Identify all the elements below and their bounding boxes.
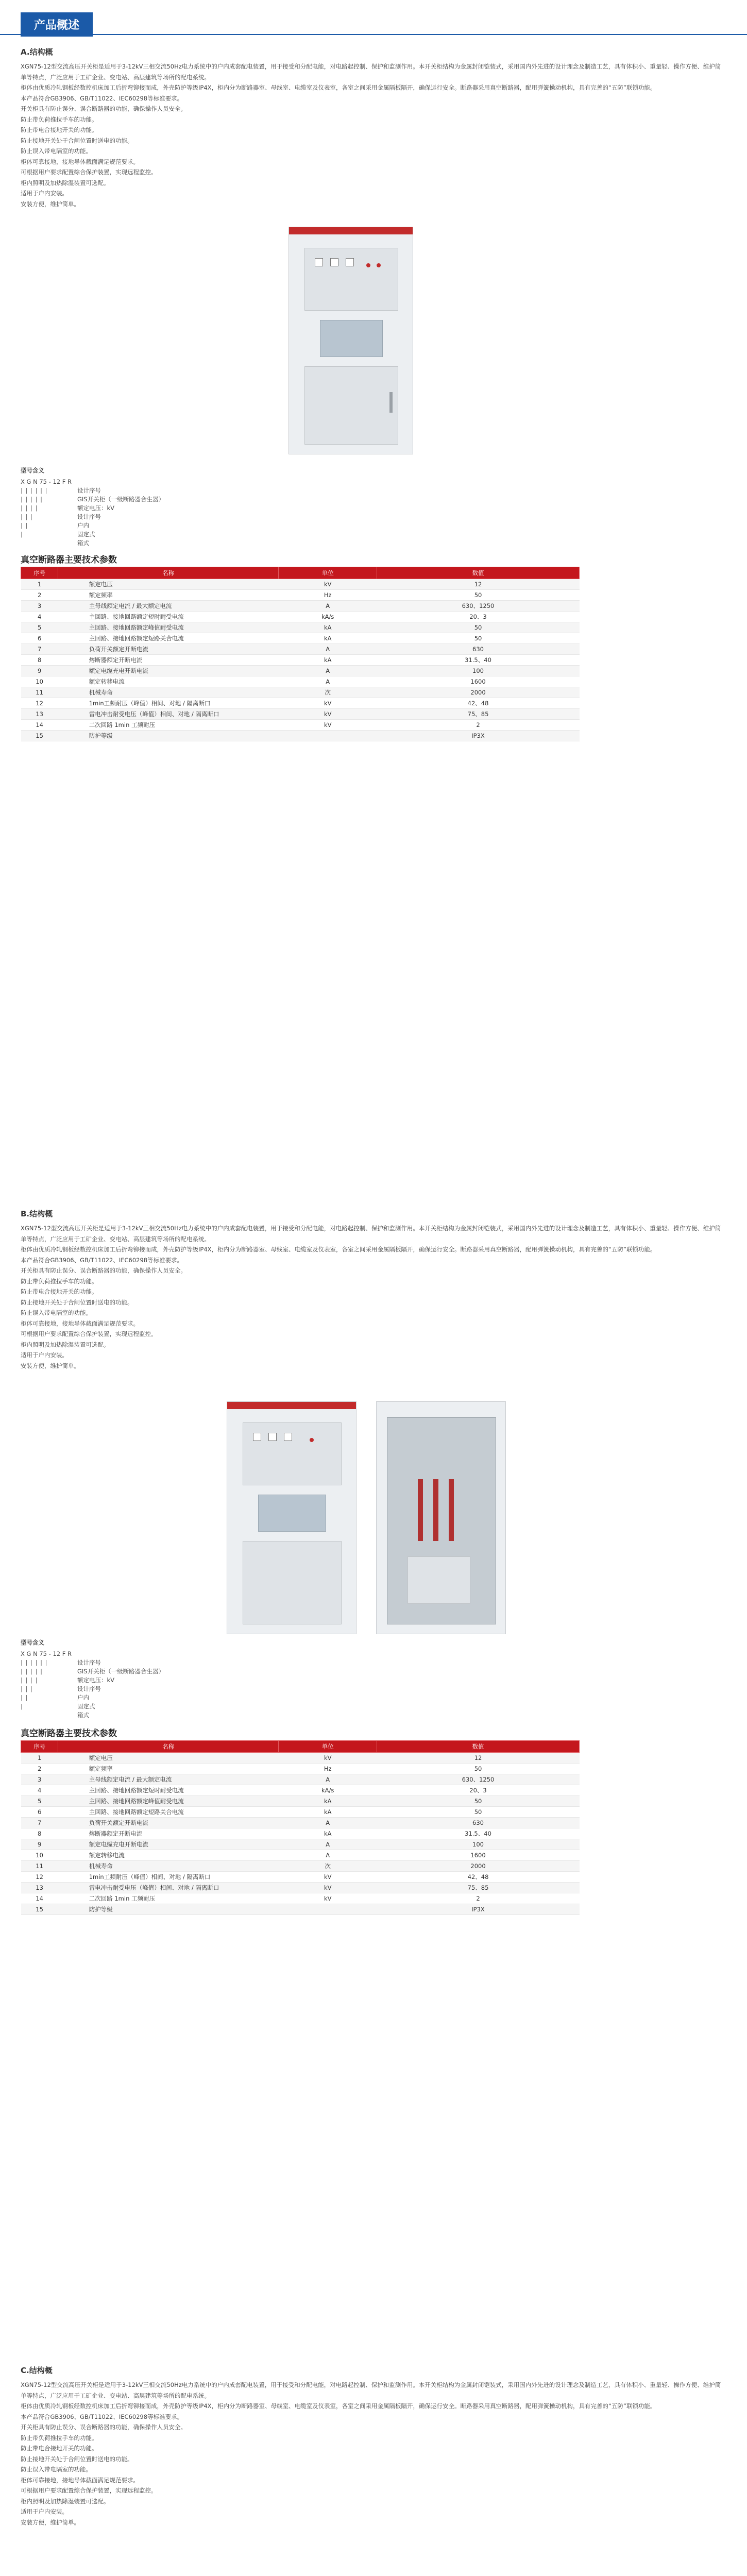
table-cell: Hz xyxy=(279,1764,377,1774)
table-row xyxy=(21,731,580,741)
model-line: 箱式 xyxy=(77,539,89,547)
table-cell: 50 xyxy=(377,1807,580,1818)
table-cell: kA xyxy=(279,1807,377,1818)
table-cell: kV xyxy=(279,1893,377,1904)
table-cell: 13 xyxy=(21,709,58,720)
table-cell: A xyxy=(279,1774,377,1785)
para: 安装方便，维护简单。 xyxy=(21,2518,80,2526)
table-cell: A xyxy=(279,666,377,676)
table-cell: A xyxy=(279,1818,377,1828)
table-cell: 11 xyxy=(21,1861,58,1872)
table-cell: 额定电压 xyxy=(58,1753,279,1764)
para: 柜体由优质冷轧钢板经数控机床加工后折弯铆接而成，外壳防护等级IP4X，柜内分为断路器室、母线室、电缆室及仪表室，各室之间采用金属隔板隔开，确保运行安全。断路器采用真空断路器，配用弹簧操动机构，具有完善的“五防”联锁功能。 xyxy=(21,84,656,91)
table-cell: 42、48 xyxy=(377,698,580,709)
table-cell: 14 xyxy=(21,720,58,731)
table-cell: 次 xyxy=(279,1861,377,1872)
table-cell: kA/s xyxy=(279,612,377,622)
table-cell: 5 xyxy=(21,1796,58,1807)
table-cell: 630 xyxy=(377,1818,580,1828)
para: 柜体可靠接地，接地导体截面满足规范要求。 xyxy=(21,2476,139,2484)
table-row xyxy=(21,1893,580,1904)
para: XGN75-12型交流高压开关柜是适用于3-12kV三相交流50Hz电力系统中的户内成套配电装置，用于接受和分配电能，对电路起控制、保护和监测作用。本开关柜结构为金属封闭铠装式，采用国内外先进的设计理念及制造工艺，具有体积小、重量轻、操作方便、维护简单等特点，广泛应用于工矿企业、变电站、高层建筑等场所的配电系统。 xyxy=(21,63,721,81)
table-cell: 1min工频耐压（峰值）相间、对地 / 隔离断口 xyxy=(58,1872,279,1883)
table-cell: 负荷开关额定开断电流 xyxy=(58,644,279,655)
product-image xyxy=(288,227,412,453)
table-cell: 额定频率 xyxy=(58,590,279,601)
table-cell: 二次回路 1min 工频耐压 xyxy=(58,1893,279,1904)
model-block: 型号含义 X G N 75 - 12 F R | | | | | | 设计序号 | | | | | GIS开关柜（一级断路器合生器） | | | | 额定电压：kV | | | 设计序号 | | 户内 | 固定式 箱式 xyxy=(21,1639,165,1719)
table-cell: 负荷开关额定开断电流 xyxy=(58,1818,279,1828)
spec-title: 真空断路器主要技术参数 xyxy=(21,1728,117,1739)
spec-header-cell: 单位 xyxy=(279,1741,377,1753)
table-row xyxy=(21,633,580,644)
table-cell: 42、48 xyxy=(377,1872,580,1883)
table-cell: kV xyxy=(279,720,377,731)
table-cell: 1600 xyxy=(377,1850,580,1861)
table-row xyxy=(21,676,580,687)
para: 适用于户内安装。 xyxy=(21,2508,68,2515)
table-cell: 75、85 xyxy=(377,1883,580,1893)
table-cell: kA xyxy=(279,633,377,644)
table-cell: 6 xyxy=(21,1807,58,1818)
para: 柜内照明及加热除湿装置可选配。 xyxy=(21,1341,110,1348)
table-cell: 31.5、40 xyxy=(377,1828,580,1839)
table-cell: 4 xyxy=(21,612,58,622)
table-cell: 75、85 xyxy=(377,709,580,720)
table-cell: A xyxy=(279,601,377,612)
table-row xyxy=(21,590,580,601)
para: 防止误入带电隔室的功能。 xyxy=(21,2466,92,2473)
model-line: 设计序号 xyxy=(77,513,101,520)
spec-header-cell: 名称 xyxy=(58,1741,279,1753)
table-cell: 100 xyxy=(377,1839,580,1850)
para: XGN75-12型交流高压开关柜是适用于3-12kV三相交流50Hz电力系统中的户内成套配电装置，用于接受和分配电能，对电路起控制、保护和监测作用。本开关柜结构为金属封闭铠装式，采用国内外先进的设计理念及制造工艺，具有体积小、重量轻、操作方便、维护简单等特点，广泛应用于工矿企业、变电站、高层建筑等场所的配电系统。 xyxy=(21,2381,721,2399)
section-title: A.结构概 xyxy=(21,47,53,57)
table-cell: 额定频率 xyxy=(58,1764,279,1774)
para: 安装方便，维护简单。 xyxy=(21,1362,80,1369)
table-row xyxy=(21,1764,580,1774)
table-cell: 20、3 xyxy=(377,1785,580,1796)
table-cell: kV xyxy=(279,698,377,709)
table-cell: 防护等级 xyxy=(58,1904,279,1915)
table-cell: 机械寿命 xyxy=(58,1861,279,1872)
para: 防止带负荷推拉手车的功能。 xyxy=(21,1277,98,1285)
para: 防止带负荷推拉手车的功能。 xyxy=(21,2434,98,2442)
table-cell: 额定电缆充电开断电流 xyxy=(58,1839,279,1850)
table-cell: IP3X xyxy=(377,1904,580,1915)
table-cell: 50 xyxy=(377,1796,580,1807)
table-cell: 9 xyxy=(21,1839,58,1850)
table-cell: 12 xyxy=(21,1872,58,1883)
table-cell: kA xyxy=(279,1796,377,1807)
table-cell: A xyxy=(279,1839,377,1850)
table-cell: 7 xyxy=(21,644,58,655)
para: 防止带负荷推拉手车的功能。 xyxy=(21,115,98,123)
model-line: 额定电压：kV xyxy=(77,504,115,512)
table-cell: 额定电压 xyxy=(58,579,279,590)
table-row xyxy=(21,1807,580,1818)
para: 防止接地开关处于合闸位置时送电的功能。 xyxy=(21,137,133,144)
table-cell: kV xyxy=(279,1753,377,1764)
para: 柜体由优质冷轧钢板经数控机床加工后折弯铆接而成，外壳防护等级IP4X，柜内分为断路器室、母线室、电缆室及仪表室，各室之间采用金属隔板隔开，确保运行安全。断路器采用真空断路器，配用弹簧操动机构，具有完善的“五防”联锁功能。 xyxy=(21,1246,656,1253)
table-cell: 8 xyxy=(21,655,58,666)
para: 开关柜具有防止误分、误合断路器的功能，确保操作人员安全。 xyxy=(21,105,186,112)
table-cell: kA xyxy=(279,655,377,666)
para: 可根据用户要求配置综合保护装置，实现远程监控。 xyxy=(21,2487,157,2494)
table-cell: 12 xyxy=(377,1753,580,1764)
para: 本产品符合GB3906、GB/T11022、IEC60298等标准要求。 xyxy=(21,2413,183,2420)
model-code: X G N 75 - 12 F R xyxy=(21,478,72,485)
table-row xyxy=(21,698,580,709)
table-cell: kV xyxy=(279,579,377,590)
table-row xyxy=(21,1828,580,1839)
table-cell: 100 xyxy=(377,666,580,676)
spec-header-cell: 序号 xyxy=(21,1741,58,1753)
table-cell: 50 xyxy=(377,590,580,601)
para: 安装方便，维护简单。 xyxy=(21,200,80,208)
table-cell: 630 xyxy=(377,644,580,655)
table-cell: 50 xyxy=(377,633,580,644)
section-title: C.结构概 xyxy=(21,2366,53,2375)
cabinet-open-illustration xyxy=(376,1401,506,1634)
table-cell: 额定转移电流 xyxy=(58,1850,279,1861)
para: 开关柜具有防止误分、误合断路器的功能，确保操作人员安全。 xyxy=(21,2424,186,2431)
header-tab[interactable]: 产品概述 xyxy=(21,12,93,37)
spec-header-cell: 名称 xyxy=(58,567,279,579)
cabinet-illustration xyxy=(288,227,413,454)
spec-title: 真空断路器主要技术参数 xyxy=(21,555,117,565)
section-body xyxy=(21,2380,726,2528)
table-cell: IP3X xyxy=(377,731,580,741)
table-cell: 雷电冲击耐受电压（峰值）相间、对地 / 隔离断口 xyxy=(58,709,279,720)
spec-table xyxy=(21,1740,580,1915)
spec-header-cell: 数值 xyxy=(377,1741,580,1753)
table-cell: 2 xyxy=(21,1764,58,1774)
table-cell: 15 xyxy=(21,1904,58,1915)
table-cell: 14 xyxy=(21,1893,58,1904)
model-line: 户内 xyxy=(77,522,89,529)
table-cell: 13 xyxy=(21,1883,58,1893)
table-cell: 1min工频耐压（峰值）相间、对地 / 隔离断口 xyxy=(58,698,279,709)
table-row xyxy=(21,1785,580,1796)
para: 防止带电合接地开关的功能。 xyxy=(21,2445,98,2452)
table-cell: 1 xyxy=(21,1753,58,1764)
table-cell: 8 xyxy=(21,1828,58,1839)
product-image xyxy=(227,1401,505,1633)
para: 适用于户内安装。 xyxy=(21,190,68,197)
para: 防止接地开关处于合闸位置时送电的功能。 xyxy=(21,1298,133,1306)
para: 可根据用户要求配置综合保护装置，实现远程监控。 xyxy=(21,168,157,176)
para: 柜内照明及加热除湿装置可选配。 xyxy=(21,2497,110,2505)
para: 柜体由优质冷轧钢板经数控机床加工后折弯铆接而成，外壳防护等级IP4X，柜内分为断路器室、母线室、电缆室及仪表室，各室之间采用金属隔板隔开，确保运行安全。断路器采用真空断路器，配用弹簧操动机构，具有完善的“五防”联锁功能。 xyxy=(21,2402,656,2410)
table-cell: 主回路、接地回路额定短时耐受电流 xyxy=(58,612,279,622)
table-row xyxy=(21,655,580,666)
table-cell: 机械寿命 xyxy=(58,687,279,698)
section-body xyxy=(21,1223,726,1371)
table-cell: 熔断器额定开断电流 xyxy=(58,655,279,666)
table-row xyxy=(21,1839,580,1850)
table-cell: 10 xyxy=(21,676,58,687)
table-cell: kV xyxy=(279,1883,377,1893)
table-row xyxy=(21,612,580,622)
table-cell: 11 xyxy=(21,687,58,698)
para: 防止带电合接地开关的功能。 xyxy=(21,1288,98,1295)
table-cell: 31.5、40 xyxy=(377,655,580,666)
table-cell: 2 xyxy=(377,720,580,731)
spec-header-cell: 数值 xyxy=(377,567,580,579)
table-row xyxy=(21,1861,580,1872)
table-cell: 20、3 xyxy=(377,612,580,622)
table-row xyxy=(21,1753,580,1764)
table-row xyxy=(21,601,580,612)
table-cell: 12 xyxy=(377,579,580,590)
table-row xyxy=(21,720,580,731)
table-cell: A xyxy=(279,676,377,687)
table-cell: 12 xyxy=(21,698,58,709)
model-block: 型号含义 X G N 75 - 12 F R | | | | | | 设计序号 | | | | | GIS开关柜（一级断路器合生器） | | | | 额定电压：kV | | | 设计序号 | | 户内 | 固定式 箱式 xyxy=(21,467,165,547)
table-cell: kA xyxy=(279,622,377,633)
table-cell: 10 xyxy=(21,1850,58,1861)
model-line: 固定式 xyxy=(77,531,95,538)
table-cell: 主回路、接地回路额定峰值耐受电流 xyxy=(58,1796,279,1807)
cabinet-illustration xyxy=(227,1401,356,1634)
section-b xyxy=(21,1208,726,1371)
table-cell: kA xyxy=(279,1828,377,1839)
table-cell: A xyxy=(279,1850,377,1861)
table-cell: 2000 xyxy=(377,687,580,698)
table-row xyxy=(21,1883,580,1893)
table-cell: 630、1250 xyxy=(377,1774,580,1785)
para: 适用于户内安装。 xyxy=(21,1351,68,1359)
model-line: 设计序号 xyxy=(77,487,101,494)
table-row xyxy=(21,1872,580,1883)
para: 柜体可靠接地，接地导体截面满足规范要求。 xyxy=(21,158,139,165)
table-cell: 主回路、接地回路额定短路关合电流 xyxy=(58,1807,279,1818)
table-cell: 额定转移电流 xyxy=(58,676,279,687)
spec-header-cell: 单位 xyxy=(279,567,377,579)
table-row xyxy=(21,1796,580,1807)
model-title: 型号含义 xyxy=(21,467,44,474)
table-cell: 防护等级 xyxy=(58,731,279,741)
table-cell: 1 xyxy=(21,579,58,590)
table-cell: kA/s xyxy=(279,1785,377,1796)
table-cell: 二次回路 1min 工频耐压 xyxy=(58,720,279,731)
table-cell: Hz xyxy=(279,590,377,601)
table-cell: kV xyxy=(279,709,377,720)
table-cell: 2 xyxy=(377,1893,580,1904)
para: 柜体可靠接地，接地导体截面满足规范要求。 xyxy=(21,1319,139,1327)
table-cell: 主母线额定电流 / 最大额定电流 xyxy=(58,601,279,612)
para: 可根据用户要求配置综合保护装置，实现远程监控。 xyxy=(21,1330,157,1337)
spec-table xyxy=(21,567,580,741)
table-cell: 6 xyxy=(21,633,58,644)
section-a xyxy=(21,46,726,209)
table-cell: 630、1250 xyxy=(377,601,580,612)
para: 防止误入带电隔室的功能。 xyxy=(21,147,92,155)
table-cell: 4 xyxy=(21,1785,58,1796)
table-cell: 主回路、接地回路额定短时耐受电流 xyxy=(58,1785,279,1796)
table-cell: 2 xyxy=(21,590,58,601)
para: 防止接地开关处于合闸位置时送电的功能。 xyxy=(21,2455,133,2463)
table-row xyxy=(21,1774,580,1785)
para: 本产品符合GB3906、GB/T11022、IEC60298等标准要求。 xyxy=(21,94,183,102)
table-row xyxy=(21,579,580,590)
section-title: B.结构概 xyxy=(21,1209,53,1218)
table-cell: 次 xyxy=(279,687,377,698)
table-row xyxy=(21,1818,580,1828)
para: 防止误入带电隔室的功能。 xyxy=(21,1309,92,1316)
para: XGN75-12型交流高压开关柜是适用于3-12kV三相交流50Hz电力系统中的户内成套配电装置，用于接受和分配电能，对电路起控制、保护和监测作用。本开关柜结构为金属封闭铠装式，采用国内外先进的设计理念及制造工艺，具有体积小、重量轻、操作方便、维护简单等特点，广泛应用于工矿企业、变电站、高层建筑等场所的配电系统。 xyxy=(21,1225,721,1243)
table-row xyxy=(21,1850,580,1861)
header-bar xyxy=(0,10,747,35)
table-cell xyxy=(279,1904,377,1915)
table-cell: 7 xyxy=(21,1818,58,1828)
table-cell: 额定电缆充电开断电流 xyxy=(58,666,279,676)
para: 开关柜具有防止误分、误合断路器的功能，确保操作人员安全。 xyxy=(21,1267,186,1274)
table-cell: 9 xyxy=(21,666,58,676)
table-cell: A xyxy=(279,644,377,655)
section-body xyxy=(21,61,726,209)
para: 防止带电合接地开关的功能。 xyxy=(21,126,98,133)
table-cell: 熔断器额定开断电流 xyxy=(58,1828,279,1839)
table-cell: 50 xyxy=(377,1764,580,1774)
table-cell: 2000 xyxy=(377,1861,580,1872)
table-cell xyxy=(279,731,377,741)
table-cell: 主回路、接地回路额定短路关合电流 xyxy=(58,633,279,644)
para: 柜内照明及加热除湿装置可选配。 xyxy=(21,179,110,187)
table-cell: 50 xyxy=(377,622,580,633)
table-cell: 3 xyxy=(21,1774,58,1785)
spec-header-cell: 序号 xyxy=(21,567,58,579)
section-c xyxy=(21,2365,726,2528)
table-row xyxy=(21,622,580,633)
table-row xyxy=(21,1904,580,1915)
table-row xyxy=(21,666,580,676)
table-cell: 主回路、接地回路额定峰值耐受电流 xyxy=(58,622,279,633)
table-cell: 主母线额定电流 / 最大额定电流 xyxy=(58,1774,279,1785)
model-line: GIS开关柜（一级断路器合生器） xyxy=(77,496,165,503)
table-cell: 15 xyxy=(21,731,58,741)
table-cell: 3 xyxy=(21,601,58,612)
table-row xyxy=(21,709,580,720)
table-cell: 1600 xyxy=(377,676,580,687)
para: 本产品符合GB3906、GB/T11022、IEC60298等标准要求。 xyxy=(21,1256,183,1264)
table-cell: 5 xyxy=(21,622,58,633)
table-row xyxy=(21,644,580,655)
table-cell: kV xyxy=(279,1872,377,1883)
table-cell: 雷电冲击耐受电压（峰值）相间、对地 / 隔离断口 xyxy=(58,1883,279,1893)
table-row xyxy=(21,687,580,698)
